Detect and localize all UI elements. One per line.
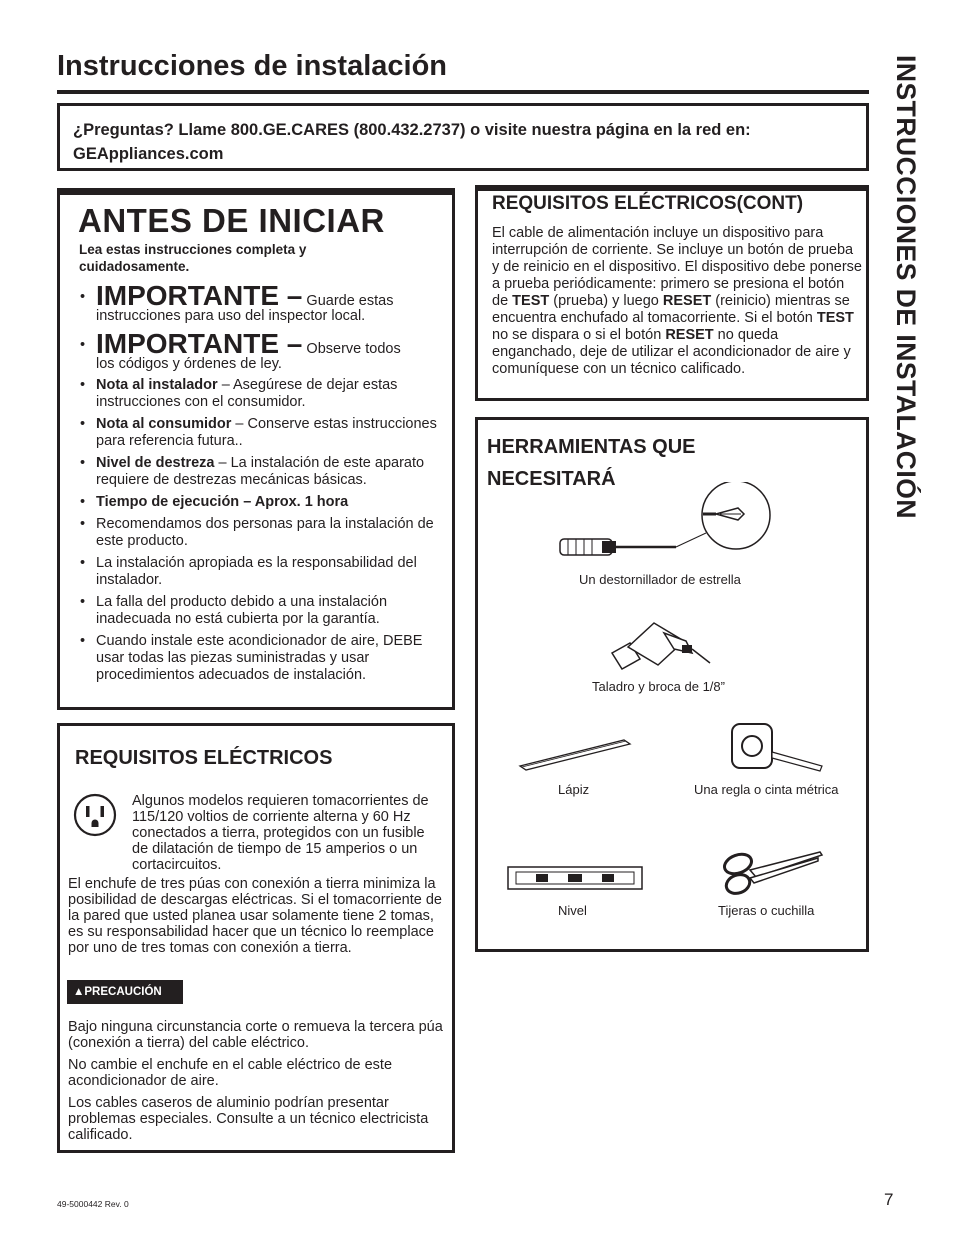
list-item: • Nivel de destreza – La instalación de este aparato requiere de destrezas mecánicas básicas. <box>80 455 425 488</box>
caution-label: PRECAUCIÓN <box>84 986 162 998</box>
list-item: • Recomendamos dos personas para la instalación de este producto. <box>80 516 434 549</box>
importante-text: Guarde estas <box>302 293 394 309</box>
list-item: • Cuando instale este acondicionador de aire, DEBE usar todas las piezas suministradas y usar procedimientos adecuados de instalación. <box>80 633 423 683</box>
page-title: Instrucciones de instalación <box>57 50 447 82</box>
list-item: • Nota al instalador – Asegúrese de dejar estas instrucciones con el consumidor. <box>80 377 398 410</box>
tools-section <box>475 417 869 952</box>
list-item: • Tiempo de ejecución – Aprox. 1 hora <box>80 494 349 510</box>
electrical-requirements-title: REQUISITOS ELÉCTRICOS <box>75 747 333 769</box>
caution-paragraph: Los cables caseros de aluminio podrían presentar problemas especiales. Consulte a un técnico electricista calificado. <box>68 1095 429 1143</box>
pencil-icon <box>516 736 636 776</box>
bullet: • <box>80 289 86 305</box>
level-caption: Nivel <box>558 903 587 918</box>
importante-text-rest: instrucciones para uso del inspector local. <box>96 308 366 324</box>
list-item: • Nota al consumidor – Conserve estas instrucciones para referencia futura.. <box>80 416 437 449</box>
grounded-outlet-icon <box>72 792 118 838</box>
three-prong-text: El enchufe de tres púas con conexión a tierra minimiza la posibilidad de descargas eléctricas. Si el tomacorriente de la pared que usted planea usar solamente tiene 2 tomas, es su responsabilidad hacer que un técnico lo reemplace por uno de tres tomas con conexión a tierra. <box>68 876 442 956</box>
document-code: 49-5000442 Rev. 0 <box>57 1199 129 1209</box>
section-top-band <box>60 191 452 195</box>
level-icon <box>506 863 644 893</box>
caution-paragraph: Bajo ninguna circunstancia corte o remueva la tercera púa (conexión a tierra) del cable eléctrico. <box>68 1019 443 1051</box>
questions-line1: ¿Preguntas? Llame 800.GE.CARES (800.432.2737) o visite nuestra página en la red en: <box>73 121 751 139</box>
outlet-requirements-text: Algunos modelos requieren tomacorrientes de 115/120 voltios de corriente alterna y 60 Hz conectados a tierra, protegidos con un fusible de dilatación de tiempo de 15 amperios o un cortacircuitos. <box>132 793 429 873</box>
importante-heading: IMPORTANTE – <box>96 280 303 311</box>
importante-item-2 <box>78 329 450 373</box>
tape-measure-caption: Una regla o cinta métrica <box>694 782 839 797</box>
warning-triangle-icon: ▲ <box>73 986 85 998</box>
tape-measure-icon <box>728 720 828 776</box>
screwdriver-caption: Un destornillador de estrella <box>579 572 741 587</box>
caution-paragraph: No cambie el enchufe en el cable eléctrico de este acondicionador de aire. <box>68 1057 393 1089</box>
importante-text-rest: los códigos y órdenes de ley. <box>96 356 282 372</box>
importante-item-1 <box>78 281 450 325</box>
section-top-band <box>478 188 866 191</box>
read-instructions-note: Lea estas instrucciones completa y cuidadosamente. <box>79 242 307 274</box>
drill-caption: Taladro y broca de 1/8” <box>592 679 725 694</box>
before-you-begin-section <box>57 188 455 710</box>
scissors-icon <box>716 848 826 898</box>
caution-text <box>68 1019 443 1149</box>
drill-icon <box>606 615 716 675</box>
importante-text: Observe todos <box>302 341 401 357</box>
bullet: • <box>80 337 86 353</box>
questions-website: GEAppliances.com <box>73 145 224 163</box>
before-you-begin-title: ANTES DE INICIAR <box>78 202 385 239</box>
pencil-caption: Lápiz <box>558 782 590 797</box>
page-number: 7 <box>884 1190 894 1209</box>
importante-heading: IMPORTANTE – <box>96 328 303 359</box>
questions-box <box>57 103 869 171</box>
list-item: • La instalación apropiada es la responsabilidad del instalador. <box>80 555 417 588</box>
tools-title: HERRAMIENTAS QUE NECESITARÁ <box>487 436 696 490</box>
list-item: • La falla del producto debido a una instalación inadecuada no está cubierta por la garantía. <box>80 594 388 627</box>
caution-badge <box>67 980 183 1004</box>
electrical-requirements-section <box>57 723 455 1153</box>
scissors-caption: Tijeras o cuchilla <box>718 903 815 918</box>
power-cord-device-text: El cable de alimentación incluye un dispositivo para interrupción de corriente. Se incluye un botón de prueba y de reinicio en el dispositivo. El dispositivo debe ponerse a prueba periódicamente: primero se presiona el botón de TEST (prueba) y luego RESET (reinicio) mientras se encuentra enchufado al tomacorriente. Si el botón TEST no se dispara o si el botón RESET no queda enganchado, deje de utilizar el acondicionador de aire y comuníquese con un técnico calificado. <box>492 225 862 377</box>
side-title: INSTRUCCIONES DE INSTALACIÓN <box>891 55 921 520</box>
electrical-requirements-cont-title: REQUISITOS ELÉCTRICOS(CONT) <box>492 193 804 214</box>
phillips-screwdriver-icon <box>558 482 778 562</box>
title-rule <box>57 90 869 94</box>
electrical-requirements-cont-section <box>475 185 869 401</box>
before-you-begin-list <box>78 281 450 689</box>
